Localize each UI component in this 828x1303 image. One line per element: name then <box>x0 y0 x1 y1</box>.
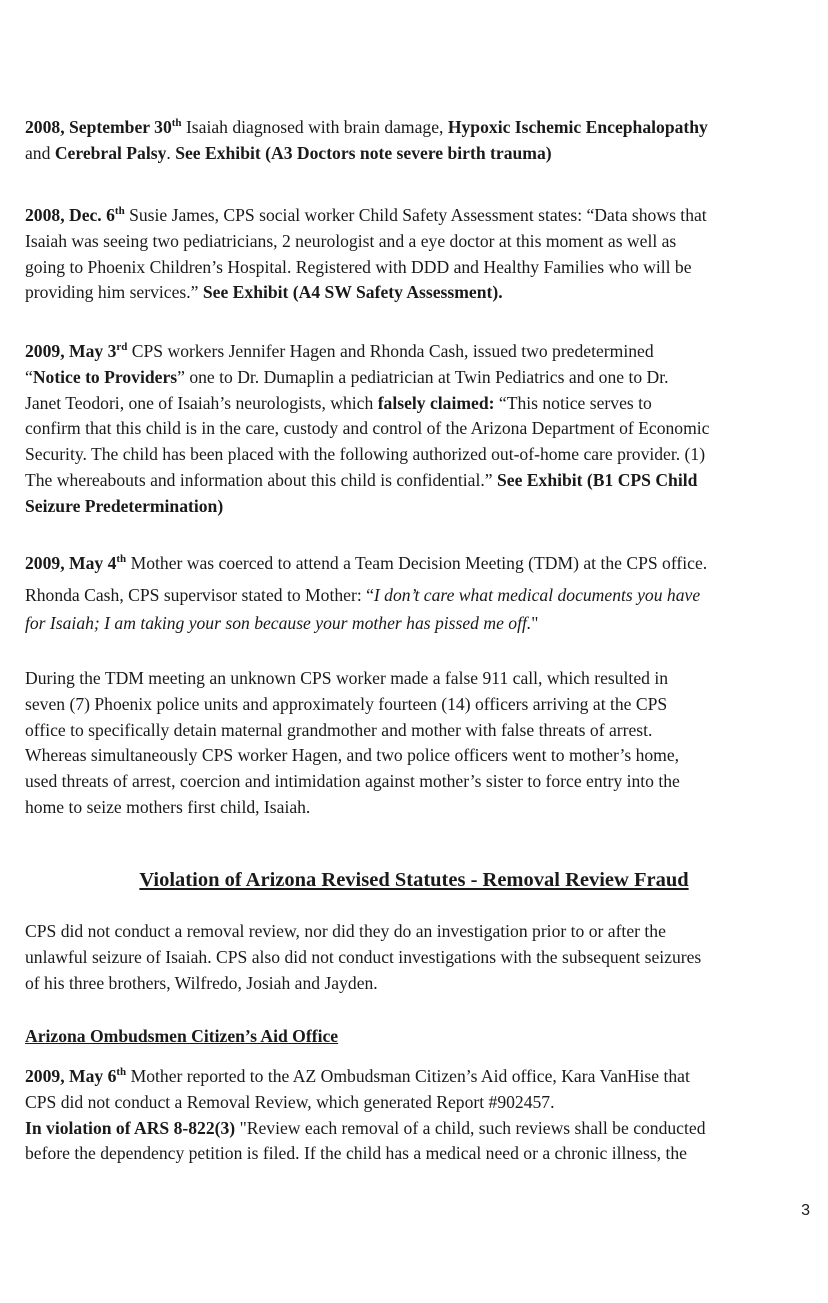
entry-date: 2009, May 4th <box>25 553 127 573</box>
entry-2009-may-3 <box>25 339 815 520</box>
entry-line: “Notice to Providers” one to Dr. Dumaplin a pediatrician at Twin Pediatrics and one to Dr. <box>25 366 669 387</box>
section-heading: Violation of Arizona Revised Statutes - Removal Review Fraud <box>139 869 689 891</box>
paragraph-line: home to seize mothers first child, Isaiah. <box>25 796 311 817</box>
quote-text: I don’t care what medical documents you have <box>373 584 701 605</box>
paragraph-line: Whereas simultaneously CPS worker Hagen, and two police officers went to mother’s home, <box>25 745 680 766</box>
entry-line: Rhonda Cash, CPS supervisor stated to Mother: “I don’t care what medical documents you have <box>25 584 701 605</box>
entry-line: CPS did not conduct a Removal Review, which generated Report #902457. <box>25 1091 555 1112</box>
entry-line: Janet Teodori, one of Isaiah’s neurologists, which falsely claimed: “This notice serves to <box>25 392 652 413</box>
page-number: 3 <box>801 1202 810 1219</box>
exhibit-reference: See Exhibit (A4 SW Safety Assessment). <box>202 282 503 303</box>
entry-date: 2008, September 30th <box>25 117 182 137</box>
entry-line: 2009, May 6th Mother reported to the AZ Ombudsman Citizen’s Aid office, Kara VanHise that <box>25 1066 690 1086</box>
paragraph-line: office to specifically detain maternal grandmother and mother with false threats of arrest. <box>25 719 653 740</box>
tdm-meeting-paragraph <box>25 666 815 821</box>
entry-line: confirm that this child is in the care, custody and control of the Arizona Department of Economic <box>25 418 710 439</box>
paragraph-line: of his three brothers, Wilfredo, Josiah and Jayden. <box>25 972 378 993</box>
entry-line: In violation of ARS 8-822(3) "Review each removal of a child, such reviews shall be conducted <box>25 1117 706 1138</box>
exhibit-reference: Seizure Predetermination) <box>25 495 224 516</box>
entry-date: 2009, May 3rd <box>25 341 128 361</box>
entry-line: and Cerebral Palsy. See Exhibit (A3 Doctors note severe birth trauma) <box>25 142 552 163</box>
subsection-heading: Arizona Ombudsmen Citizen’s Aid Office <box>25 1026 339 1046</box>
entry-line: before the dependency petition is filed. If the child has a medical need or a chronic illness, the <box>25 1143 687 1164</box>
entry-date: 2009, May 6th <box>25 1066 127 1086</box>
entry-line: providing him services.” See Exhibit (A4 SW Safety Assessment). <box>25 282 503 303</box>
entry-line: for Isaiah; I am taking your son because your mother has pissed me off." <box>25 612 539 633</box>
entry-2008-sept-30 <box>25 115 815 167</box>
exhibit-reference: See Exhibit (B1 CPS Child <box>496 469 698 490</box>
notice-title: Notice to Providers <box>32 366 178 387</box>
entry-line: The whereabouts and information about this child is confidential.” See Exhibit (B1 CPS Child <box>25 469 698 490</box>
paragraph-line: used threats of arrest, coercion and intimidation against mother’s sister to force entry into the <box>25 771 680 792</box>
quote-text: for Isaiah; I am taking your son because your mother has pissed me off. <box>25 612 532 633</box>
entry-line: 2009, May 3rd CPS workers Jennifer Hagen and Rhonda Cash, issued two predetermined <box>25 341 654 361</box>
entry-line: going to Phoenix Children’s Hospital. Registered with DDD and Healthy Families who will be <box>25 256 692 277</box>
entry-line <box>25 494 815 520</box>
entry-2009-may-4 <box>25 551 815 636</box>
diagnosis-text: Cerebral Palsy <box>54 142 167 163</box>
entry-line: 2008, Dec. 6th Susie James, CPS social worker Child Safety Assessment states: “Data shows that <box>25 205 707 225</box>
entry-2009-may-6 <box>25 1064 815 1167</box>
paragraph-line: unlawful seizure of Isaiah. CPS also did not conduct investigations with the subsequent seizures <box>25 946 702 967</box>
entry-line: Isaiah was seeing two pediatricians, 2 neurologist and a eye doctor at this moment as well as <box>25 230 677 251</box>
statute-reference: In violation of ARS 8-822(3) <box>25 1117 236 1138</box>
entry-line: 2009, May 4th Mother was coerced to attend a Team Decision Meeting (TDM) at the CPS office. <box>25 553 708 573</box>
paragraph-line: seven (7) Phoenix police units and approximately fourteen (14) officers arriving at the CPS <box>25 693 668 714</box>
paragraph-line: During the TDM meeting an unknown CPS worker made a false 911 call, which resulted in <box>25 668 669 688</box>
entry-date: 2008, Dec. 6th <box>25 205 125 225</box>
diagnosis-text: Hypoxic Ischemic Encephalopathy <box>447 117 708 137</box>
entry-2008-dec-6 <box>25 203 815 306</box>
entry-line: Security. The child has been placed with the following authorized out-of-home care provider. (1) <box>25 444 706 465</box>
entry-line: 2008, September 30th Isaiah diagnosed with brain damage, Hypoxic Ischemic Encephalopathy <box>25 117 708 137</box>
paragraph-line: CPS did not conduct a removal review, nor did they do an investigation prior to or after the <box>25 921 666 941</box>
exhibit-reference: See Exhibit (A3 Doctors note severe birth trauma) <box>175 142 552 163</box>
removal-review-paragraph <box>25 919 815 996</box>
